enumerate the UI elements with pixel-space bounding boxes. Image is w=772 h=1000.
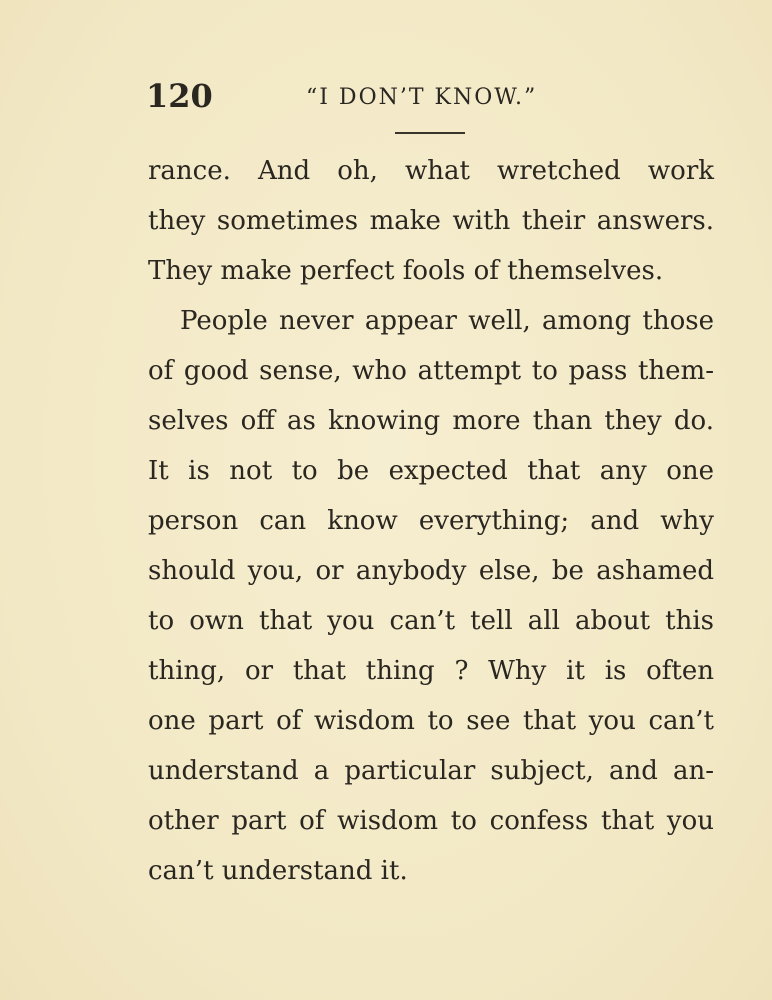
text-line: person can know everything; and why xyxy=(148,506,714,536)
text-line: thing, or that thing ? Why it is often xyxy=(148,656,714,686)
text-line: can’t understand it. xyxy=(148,856,408,886)
text-line: They make perfect fools of themselves. xyxy=(148,256,664,286)
text-line: rance. And oh, what wretched work xyxy=(148,156,714,186)
page-number: 120 xyxy=(146,77,213,115)
body-text xyxy=(148,146,714,896)
text-line: one part of wisdom to see that you can’t xyxy=(148,706,714,736)
text-line: they sometimes make with their answers. xyxy=(148,206,714,236)
text-line: selves off as knowing more than they do. xyxy=(148,406,714,436)
text-line: understand a particular subject, and an- xyxy=(148,756,714,786)
text-line: other part of wisdom to confess that you xyxy=(148,806,714,836)
text-line: should you, or anybody else, be ashamed xyxy=(148,556,714,586)
text-line: It is not to be expected that any one xyxy=(148,456,714,486)
text-line: to own that you can’t tell all about this xyxy=(148,606,714,636)
text-line: People never appear well, among those xyxy=(180,306,714,336)
text-line: of good sense, who attempt to pass them- xyxy=(148,356,714,386)
running-title: “I DON’T KNOW.” xyxy=(306,85,538,110)
header-rule xyxy=(395,132,465,134)
